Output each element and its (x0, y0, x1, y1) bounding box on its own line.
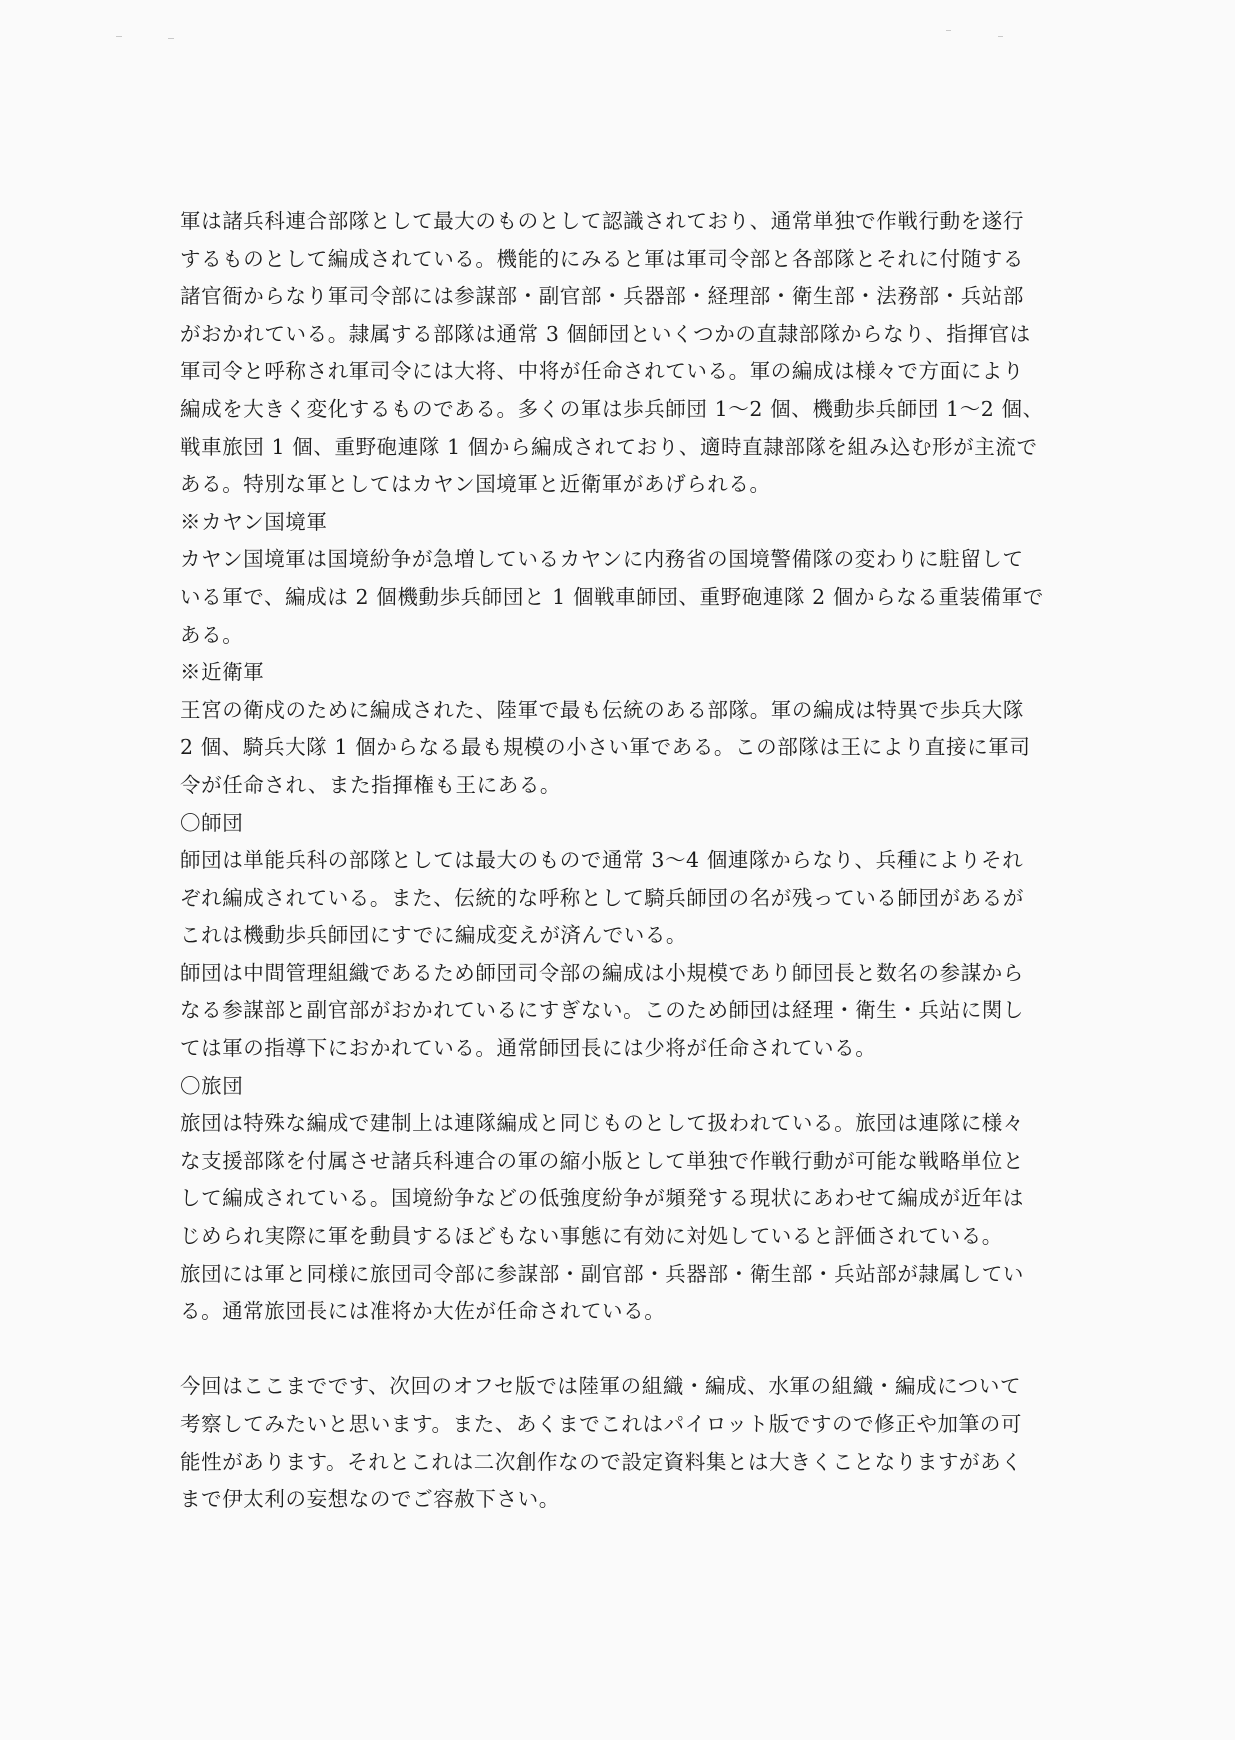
scan-speck (116, 36, 122, 37)
text-line: 令が任命され、また指揮権も王にある。 (180, 772, 562, 797)
text-line: ぞれ編成されている。また、伝統的な呼称として騎兵師団の名が残っている師団があるが (180, 885, 1024, 910)
text-line: 師団は中間管理組織であるため師団司令部の編成は小規模であり師団長と数名の参謀から (180, 960, 1024, 985)
text-line: するものとして編成されている。機能的にみると軍は軍司令部と各部隊とそれに付随する (180, 246, 1024, 271)
text-line: 考察してみたいと思います。また、あくまでこれはパイロット版ですので修正や加筆の可 (180, 1412, 1022, 1436)
text-line: 戦車旅団 1 個、重野砲連隊 1 個から編成されており、適時直隷部隊を組み込む形が主流で (180, 434, 1038, 459)
blank-line (180, 1331, 1075, 1369)
text-line: 諸官衙からなり軍司令部には参謀部・副官部・兵器部・経理部・衛生部・法務部・兵站部 (180, 284, 1024, 309)
text-line: る。通常旅団長には准将か大佐が任命されている。 (180, 1299, 666, 1324)
text-line: がおかれている。隷属する部隊は通常 3 個師団といくつかの直隷部隊からなり、指揮官は (180, 321, 1031, 346)
text-line: 軍は諸兵科連合部隊として最大のものとして認識されており、通常単独で作戦行動を遂行 (180, 209, 1024, 233)
section-heading-division: 〇師団 (180, 810, 244, 835)
text-line: 能性があります。それとこれは二次創作なので設定資料集とは大きくことなりますがあく (180, 1449, 1023, 1474)
text-line: 軍司令と呼称され軍司令には大将、中将が任命されている。軍の編成は様々で方面により (180, 359, 1024, 384)
text-line: 編成を大きく変化するものである。多くの軍は歩兵師団 1～2 個、機動歩兵師団 1～2 個、 (180, 396, 1044, 421)
text-line: ては軍の指導下におかれている。通常師団長には少将が任命されている。 (180, 1036, 877, 1061)
text-line: 王宮の衛戍のために編成された、陸軍で最も伝統のある部隊。軍の編成は特異で歩兵大隊 (180, 697, 1024, 722)
text-line: なる参謀部と副官部がおかれているにすぎない。このため師団は経理・衛生・兵站に関し (180, 998, 1024, 1023)
text-line: 旅団には軍と同様に旅団司令部に参謀部・副官部・兵器部・衛生部・兵站部が隷属してい (180, 1261, 1024, 1286)
text-line: これは機動歩兵師団にすでに編成変えが済んでいる。 (180, 923, 688, 948)
text-line: 旅団は特殊な編成で建制上は連隊編成と同じものとして扱われている。旅団は連隊に様々 (180, 1111, 1024, 1136)
section-heading-kayan: ※カヤン国境軍 (180, 509, 328, 534)
text-line: して編成されている。国境紛争などの低強度紛争が頻発する現状にあわせて編成が近年は (180, 1186, 1024, 1211)
text-line: じめられ実際に軍を動員するほどもない事態に有効に対処していると評価されている。 (180, 1224, 1003, 1249)
text-line: ある。特別な軍としてはカヤン国境軍と近衛軍があげられる。 (180, 472, 771, 497)
document-body (180, 203, 1075, 1519)
section-heading-guard: ※近衛軍 (180, 660, 265, 685)
text-line: な支援部隊を付属させ諸兵科連合の軍の縮小版として単独で作戦行動が可能な戦略単位と (180, 1148, 1024, 1173)
text-line: 師団は単能兵科の部隊としては最大のもので通常 3～4 個連隊からなり、兵種によりそれ (180, 848, 1024, 873)
section-heading-brigade: 〇旅団 (180, 1073, 244, 1098)
text-line: 今回はここまでです、次回のオフセ版では陸軍の組織・編成、水軍の組織・編成について (180, 1374, 1022, 1399)
scan-speck (998, 36, 1003, 37)
text-line: 2 個、騎兵大隊 1 個からなる最も規模の小さい軍である。この部隊は王により直接に軍司 (180, 735, 1031, 760)
text-line: まで伊太利の妄想なのでご容赦下さい。 (180, 1487, 560, 1512)
scan-speck (168, 38, 174, 39)
text-line: ある。 (180, 622, 244, 647)
text-line: いる軍で、編成は 2 個機動歩兵師団と 1 個戦車師団、重野砲連隊 2 個からなる重装備軍で (180, 584, 1044, 609)
scan-speck (946, 30, 951, 31)
text-line: カヤン国境軍は国境紛争が急増しているカヤンに内務省の国境警備隊の変わりに駐留して (180, 547, 1024, 572)
